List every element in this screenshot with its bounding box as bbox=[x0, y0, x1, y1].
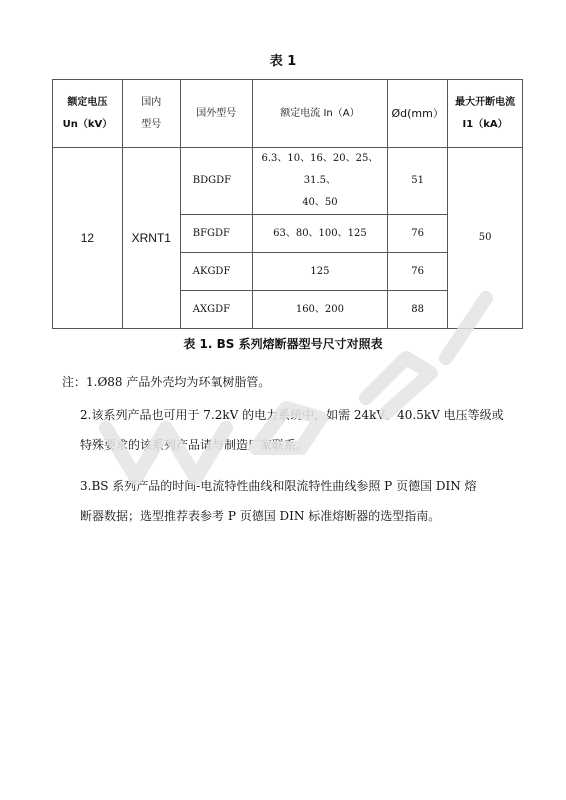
diameter-cell: 76 bbox=[388, 215, 448, 253]
diameter-cell: 88 bbox=[388, 291, 448, 329]
note-2-continued: 特殊要求的该系列产品请与制造厂家联系。 bbox=[80, 438, 309, 452]
header-rated-voltage: 额定电压 Un（kV） bbox=[53, 80, 123, 148]
note-2: 2.该系列产品也可用于 7.2kV 的电力系统中，如需 24kV、40.5kV 电压等级或 bbox=[80, 408, 504, 422]
table-row bbox=[53, 148, 523, 215]
current-cell: 6.3、10、16、20、25、31.5、 40、50 bbox=[252, 148, 388, 215]
header-foreign-model: 国外型号 bbox=[180, 80, 252, 148]
table-header-row bbox=[53, 80, 523, 148]
header-domestic-model: 国内 型号 bbox=[122, 80, 180, 148]
fuse-spec-table bbox=[52, 79, 523, 329]
model-cell: BDGDF bbox=[180, 148, 252, 215]
note-3-continued: 断器数据；选型推荐表参考 P 页德国 DIN 标准熔断器的选型指南。 bbox=[80, 509, 441, 523]
header-rated-current: 额定电流 In（A） bbox=[252, 80, 388, 148]
diameter-cell: 76 bbox=[388, 253, 448, 291]
table-caption: 表 1. BS 系列熔断器型号尺寸对照表 bbox=[183, 337, 383, 351]
current-cell: 63、80、100、125 bbox=[252, 215, 388, 253]
model-cell: AKGDF bbox=[180, 253, 252, 291]
diameter-cell: 51 bbox=[388, 148, 448, 215]
model-cell: AXGDF bbox=[180, 291, 252, 329]
domestic-model-cell: XRNT1 bbox=[122, 148, 180, 329]
table-title: 表 1 bbox=[269, 54, 297, 69]
header-breaking-current: 最大开断电流 I1（kA） bbox=[448, 80, 523, 148]
model-cell: BFGDF bbox=[180, 215, 252, 253]
note-3: 3.BS 系列产品的时间-电流特性曲线和限流特性曲线参照 P 页德国 DIN 熔 bbox=[80, 479, 477, 493]
voltage-cell: 12 bbox=[53, 148, 123, 329]
header-diameter: Ød(mm） bbox=[388, 80, 448, 148]
current-cell: 125 bbox=[252, 253, 388, 291]
current-cell: 160、200 bbox=[252, 291, 388, 329]
note-1: 注：1.Ø88 产品外壳均为环氧树脂管。 bbox=[62, 375, 271, 389]
breaking-current-cell: 50 bbox=[448, 148, 523, 329]
